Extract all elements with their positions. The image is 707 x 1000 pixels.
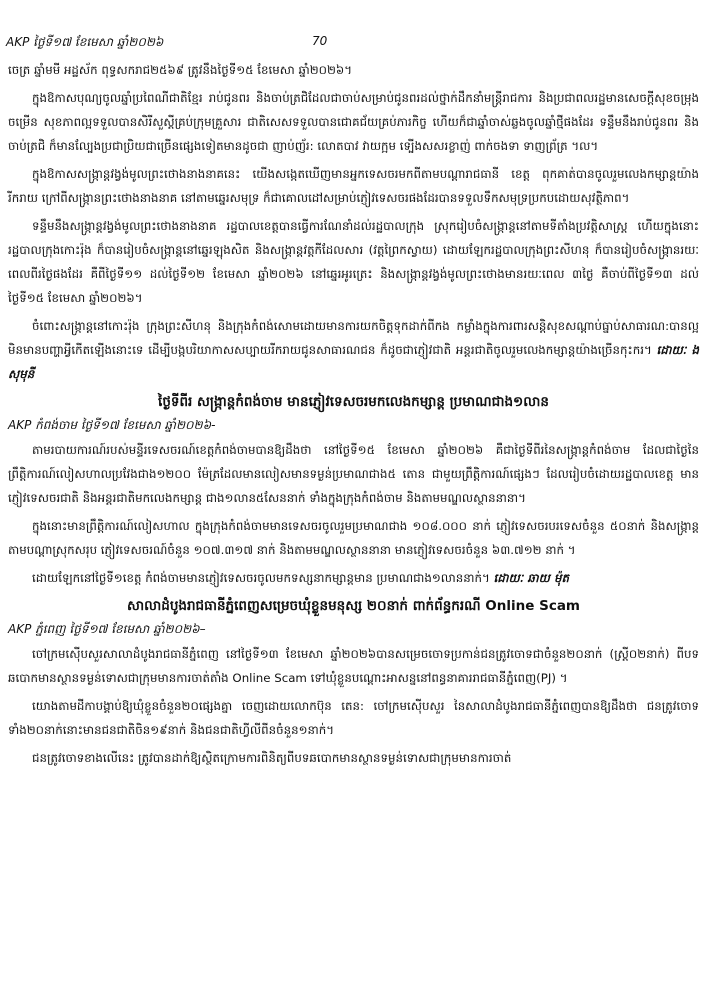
article-online-scam [8, 594, 699, 770]
paragraph [8, 566, 699, 590]
article-dateline: AKP កំពង់ចាម ថ្ងៃទី១៧ ខែមេសា ឆ្នាំ២០២៦- [8, 418, 216, 432]
paragraph: ក្នុងឱកាសបុណ្យចូលឆ្នាំប្រពៃណីជាតិខ្មែរ រាប់ជូនពរ និងចាប់ត្រជិដែលជាចាប់សម្រាប់ជូនពរដល់ថ្នាក់ដឹកនាំមន្ត្រីរាជការ និងប្រជាពលរដ្ឋមានសេចក្តីសុខចម្រុងចម្រើន សុខភាពល្អទទួលបានសិរីសួស្តីគ្រប់ក្រុមគ្រួសារ ជាតិសេសទទួលបានជោគជ័យគ្រប់ភារកិច្ច ហើយក៏ជាឆ្នាំចាស់ឆ្លងចូលឆ្នាំថ្មីផងដែរ ទន្ទឹមនឹងរាប់ជូនពរ និងចាប់ត្រជិ ក៏មានល្បែងប្រជាប្រិយជាច្រើនផ្សេងទៀតមានដូចជា ញាប់ញ័រ: លោតបាវ វាយក្អម ទ្បើងសសរខ្លាញ់ ពាក់ចងទា ទាញព្រ័ត្រ ។ល។ [8, 91, 699, 153]
paragraph-text: ដោយឡែកនៅថ្ងៃទី១ខេត្ត កំពង់ចាមមានភ្ញៀវទេសចរចូលមកទស្សនាកម្សាន្តមាន ប្រមាណជាង១លាននាក់។ [32, 571, 490, 585]
page-header [6, 34, 701, 52]
paragraph: តាមរបាយការណ៍របស់មន្ទីរទេសចរណ៍ខេត្តកំពង់ចាមបានឱ្យដឹងថា នៅថ្ងៃទី១៥ ខែមេសា ឆ្នាំ២០២៦ គឺជាថ្ងៃទីពីរនៃសង្ក្រាន្តកំពង់ចាម ដែលជាថ្ងៃនៃព្រឹត្តិការណ៍លៀសហាលប្រវែងជាង១២០០ ម៉ែត្រដែលមានលៀសមានទម្ងន់ប្រមាណជាង៥ តោន ជាមួយព្រឹត្តិការណ៍ផ្សេងៗ ដែលរៀបចំដោយរដ្ឋបាលខេត្ត មានភ្ញៀវទេសចរជាតិ និងអន្តរជាតិមកលេងកម្សាន្ត ជាង១លាន៥សែននាក់ ទាំងក្នុងក្រុងកំពង់ចាម និងតាមមណ្ឌលស្ថាននានា។ [8, 443, 699, 505]
article-kampong-cham [8, 390, 699, 590]
paragraph: ទន្ទឹមនឹងសង្ក្រាន្តវង្វង់មូលព្រះថោងនាងនាគ រដ្ឋបាលខេត្តបានធ្វើការណែនាំដល់រដ្ឋបាលក្រុង ស្រុករៀបចំសង្ក្រាន្តនៅតាមទីតាំងប្រវត្តិសាស្ត្រ ហើយក្នុងនោះរដ្ឋបាលក្រុងកោះរ៉ុង ក៏បានរៀបចំសង្ក្រាន្តនៅឆ្នេរឡុងសិត និងសង្ក្រាន្តវត្តកីដែលសារ (វត្តព្រៃកស្វាយ) ដោយឡែករដ្ឋបាលក្រុងព្រះសីហនុ ក៏បានរៀបចំសង្ក្រានរយៈពេលពីរថ្ងៃផងដែរ គឺពីថ្ងៃទី១១ ដល់ថ្ងៃទី១២ ខែមេសា ឆ្នាំ២០២៦ នៅឆ្នេរអូរត្រេះ និងសង្ក្រាន្តវង្វង់មូលព្រះថោងមានរយៈពេល ៣ថ្ងៃ គឺចាប់ពីថ្ងៃទី១៣ ដល់ថ្ងៃទី១៥ ខែមេសា ឆ្នាំ២០២៦។ [8, 219, 699, 305]
byline: ដោយៈ ឆាយ ម៉ុត [493, 571, 569, 585]
paragraph: ចេត្រ ឆ្នាំមមី អដ្ឋស័ក ពុទ្ធសករាជ២៥៦៩ ត្រូវនឹងថ្ងៃទី១៥ ខែមេសា ឆ្នាំ២០២៦។ [8, 63, 353, 77]
article-headline: ថ្ងៃទីពីរ សង្ក្រាន្តកំពង់ចាម មានភ្ញៀវទេសចរមកលេងកម្សាន្ត ប្រមាណជាង១លាន [158, 394, 549, 410]
paragraph: យោងតាមដីកាបង្គាប់ឱ្យឃុំខ្លួនចំនួន២០ផ្សេងគ្នា ចេញដោយលោកប៊ុន តេន: ចៅក្រមស៊ើបសួរ នៃសាលាដំបូងរាជធានីភ្នំពេញបានឱ្យដឹងថា ជនត្រូវចោទទាំង២០នាក់នោះមានជនជាតិចិន១៩នាក់ និងជនជាតិហ្វីលីពីនចំនួន១នាក់។ [8, 699, 699, 737]
paragraph [8, 314, 699, 386]
document-body [8, 58, 699, 774]
article-sangkran-preah-sihanouk [8, 58, 699, 386]
article-dateline: AKP ភ្នំពេញ ថ្ងៃទី១៧ ខែមេសា ឆ្នាំ២០២៦– [8, 622, 206, 636]
page-number: 70 [312, 34, 328, 48]
article-headline: សាលាដំបូងរាជធានីភ្នំពេញសម្រេចឃុំខ្លួនមនុស្ស ២០នាក់ ពាក់ព័ន្ធករណី Online Scam [126, 598, 581, 614]
header-date: AKP ថ្ងៃទី១៧ ខែមេសា ឆ្នាំ២០២៦ [6, 35, 164, 49]
paragraph: ចៅក្រមស៊ើបសួរសាលាដំបូងរាជធានីភ្នំពេញ នៅថ្ងៃទី១៣ ខែមេសា ឆ្នាំ២០២៦បានសម្រេចចោទប្រកាន់ជនត្រូវចោទជាចំនួន២០នាក់ (ស្ត្រី០២នាក់) ពីបទឆបោកមានស្ថានទម្ងន់ទោសជាក្រុមមានការចាត់តាំង Online Scam ទៅឃុំខ្លួនបណ្តោះអាសន្ននៅពន្ធនាគាររាជធានីភ្នំពេញ(PJ) ។ [8, 647, 699, 685]
byline: ដោយៈ ង សុមុនី [8, 343, 700, 381]
paragraph: ក្នុងឱកាសសង្ក្រាន្តវង្វង់មូលព្រះថោងនាងនាគនេះ យើងសង្កេតឃើញមានអ្នកទេសចរមកពីតាមបណ្តារាជធានី ខេត្ត ពុកគាត់បានចូលរួមលេងកម្សាន្តយ៉ាងរីករាយ ក្រៅពីសង្ក្រានព្រះថោងនាងនាគ នៅតាមឆ្នេរសមុទ្រ ក៏ជាគោលដៅសម្រាប់ភ្ញៀវទេសចរផងដែរបានទទួលទឹកសមុទ្រប្រកបដោយសុវត្ថិភាព។ [8, 167, 699, 205]
paragraph: ក្នុងនោះមានព្រឹត្តិការណ៍លៀសហាល ក្នុងក្រុងកំពង់ចាមមានទេសចរចូលរួមប្រមាណជាង ១០៨.០០០ នាក់ ភ្ញៀវទេសចរបរទេសចំនួន ៥០នាក់ និងសង្ក្រាន្តតាមបណ្តាស្រុកសរុប ភ្ញៀវទេសចរណ៍ចំនួន ១០៧.៣១៧ នាក់ និងតាមមណ្ឌលស្ថាននានា មានភ្ញៀវទេសចរចំនួន ៦៣.៧១២ នាក់ ។ [8, 519, 699, 557]
paragraph: ជនត្រូវចោទខាងលើនេះ ត្រូវបានដាក់ឱ្យស្ថិតក្រោមការពិនិត្យពីបទឆបោកមានស្ថានទម្ងន់ទោសជាក្រុមមានការចាត់ [32, 751, 512, 765]
paragraph-text: ចំពោះសង្ក្រាន្តនៅកោះរ៉ុង ក្រុងព្រះសីហនុ និងក្រុងកំពង់សោមដោយមានការយកចិត្តទុកដាក់ពីកង កម្លាំងក្នុងការពារសន្តិសុខសណ្តាប់ធ្នាប់សាធារណ:បានល្អ មិនមានបញ្ហាអ្វីកើតឡើងនោះទេ ដើម្បីបង្កបរិយាកាសសប្បាយរីករាយជូនសាធារណជន ក៏ដូចជាភ្ញៀវជាតិ អន្តរជាតិចូលរួមលេងកម្សាន្តយ៉ាងច្រើនកុះករ។ [8, 319, 699, 357]
